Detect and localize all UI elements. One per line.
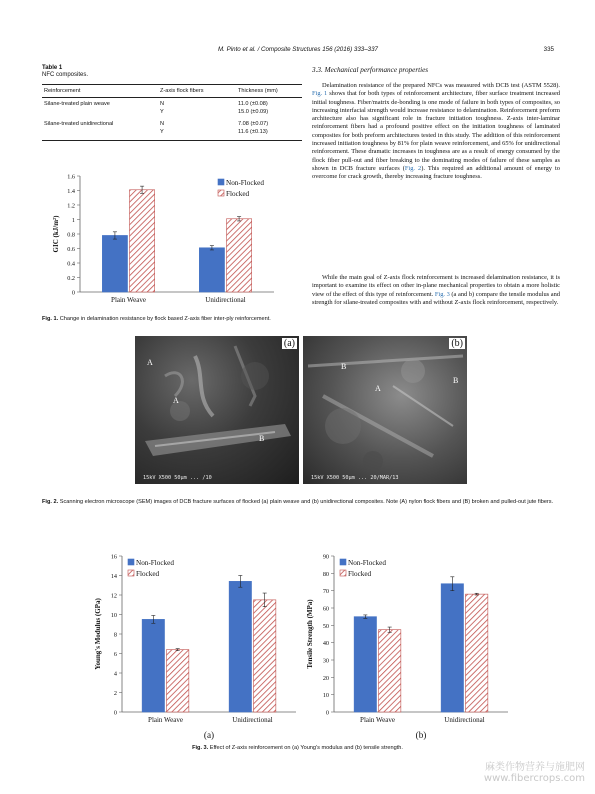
bar-flocked [167, 650, 189, 712]
y-tick-label: 1.4 [67, 188, 75, 195]
watermark-line: www.fibercrops.com [483, 773, 585, 784]
y-tick-label: 80 [322, 570, 329, 578]
bar-non-flocked [102, 235, 127, 292]
fig2-label-a: A [147, 358, 153, 367]
y-axis-label: GIC (kJ/m²) [52, 215, 60, 253]
paragraph-text: Delamination resistance of the prepared NFCs was measured with DCB test (ASTM 5528). [322, 82, 560, 89]
sem-scale-bar: 15kV X500 50μm ... 20/MAR/13 [311, 475, 399, 481]
y-tick-label: 1 [71, 217, 75, 224]
paragraph-1 [312, 82, 560, 182]
x-category-label: Unidirectional [232, 716, 273, 725]
x-category-label: Unidirectional [444, 716, 485, 725]
y-tick-label: 12 [110, 592, 117, 600]
y-tick-label: 70 [322, 588, 329, 596]
paragraph-text: ). This required an additional amount of energy to overcome for crack growth, thereby increasing fracture toughness. [312, 164, 560, 181]
paragraph-2 [312, 274, 560, 307]
panel-label: (a) [203, 730, 215, 740]
table-nfc-composites [42, 84, 302, 146]
paragraph-text: (a and b) compare the tensile modulus and strength for silane-treated composites with and without Z-axis flock reinforcement, respectively. [312, 290, 560, 306]
table-cell: N [160, 121, 165, 127]
x-category-label: Plain Weave [111, 296, 146, 305]
paragraph-text: shows that for both types of reinforcement architecture, fiber surface treatment increased initial toughness. Fiber/matrix de-bonding is one mode of failure in both types of composites, so increasing interfacial strength would increase resistance to delamination. Reinforcement preform architecture also has significant role in fracture initiation toughness. Z-axis inter-laminar reinforcement fibers had a profound positive effect on the initiation toughness of laminated composites for both preform architectures tested in this study. The addition of this reinforcement increased initiation toughness by 81% for plain weave reinforcement, and 65% for unidirectional reinforcement. These dramatic increases in toughness are as a result of energy consumed by the flock fiber pull-out and fiber breaking to the dominating modes of failure of these samples as shown in DCB fracture surfaces ( [312, 90, 560, 172]
table-cell: Silane-treated unidirectional [44, 121, 114, 127]
table-title: Table 1 [42, 65, 63, 71]
table-cell: 7.08 (±0.07) [238, 121, 269, 127]
fig2-label-b: B [259, 434, 265, 443]
fig2-label-b: B [453, 376, 459, 385]
fig2-caption-label: Fig. 2. [42, 499, 59, 505]
y-tick-label: 0 [71, 289, 75, 297]
y-tick-label: 0.4 [67, 260, 75, 268]
bar-non-flocked [354, 617, 376, 712]
fig3a-bar-chart [92, 548, 302, 740]
y-tick-label: 0.8 [67, 231, 75, 239]
watermark [484, 762, 585, 784]
y-tick-label: 16 [110, 553, 117, 561]
fig1-caption-text: Change in delamination resistance by flock based Z-axis fiber inter-ply reinforcement. [59, 316, 271, 322]
table-header: Reinforcement [44, 88, 81, 94]
y-tick-label: 0 [113, 709, 117, 717]
bar-non-flocked [441, 584, 463, 712]
y-tick-label: 0.2 [67, 275, 75, 282]
y-tick-label: 20 [322, 674, 329, 682]
panel-label: (b) [415, 730, 427, 740]
page-number: 335 [543, 46, 554, 53]
table-header: Z-axis flock fibers [160, 88, 204, 94]
fig3-caption-label: Fig. 3. [192, 745, 209, 751]
sem-image-plain-weave [135, 336, 299, 484]
table-cell: Silane-treated plain weave [44, 101, 110, 107]
table-cell: Y [160, 109, 164, 115]
sem-texture [135, 336, 299, 484]
fig2-panel-b-label: (b) [451, 338, 463, 349]
y-tick-label: 30 [322, 657, 329, 665]
y-tick-label: 2 [113, 690, 117, 697]
legend-label: Flocked [348, 570, 372, 578]
table-cell: 11.0 (±0.08) [238, 101, 268, 107]
y-axis-label: Young's Modulus (GPa) [94, 598, 102, 670]
fig2-label-b: B [341, 362, 347, 371]
legend-swatch-flocked [340, 570, 346, 576]
y-tick-label: 4 [113, 670, 117, 678]
fig1-caption-label: Fig. 1. [42, 316, 59, 322]
y-tick-label: 1.2 [67, 202, 75, 210]
watermark-line: 麻类作物营养与施肥网 [485, 762, 585, 773]
bar-flocked [379, 630, 401, 712]
bar-flocked [227, 219, 252, 292]
fig3-caption [0, 745, 595, 752]
section-title: 3.3. Mechanical performance properties [312, 66, 429, 74]
y-tick-label: 60 [322, 605, 329, 613]
table-cell: 11.6 (±0.13) [238, 129, 268, 135]
sem-scale-bar: 15kV X500 50μm ... /10 [143, 475, 212, 481]
y-tick-label: 6 [113, 651, 117, 658]
bar-non-flocked [142, 619, 164, 712]
bar-flocked [466, 594, 488, 712]
legend-swatch-flocked [128, 570, 134, 576]
fig2-caption-text: Scanning electron microscope (SEM) images of DCB fracture surfaces of flocked (a) plain weave and (b) unidirectional composites. Note (A) nylon flock fibers and (B) broken and pulled-out jute fibers. [59, 499, 554, 505]
fig3-caption-text: Effect of Z-axis reinforcement on (a) Young's modulus and (b) tensile strength. [209, 745, 403, 751]
x-category-label: Unidirectional [205, 296, 246, 305]
table-cell: N [160, 101, 165, 107]
legend-swatch-non-flocked [218, 179, 224, 185]
legend-label: Non-Flocked [348, 559, 386, 567]
y-tick-label: 0.6 [67, 246, 75, 253]
x-category-label: Plain Weave [148, 716, 183, 725]
legend-label: Flocked [226, 190, 250, 198]
y-tick-label: 10 [110, 612, 117, 619]
y-tick-label: 90 [322, 553, 329, 561]
fig2-link[interactable]: Fig. 2 [404, 164, 422, 172]
x-category-label: Plain Weave [360, 716, 395, 725]
y-tick-label: 8 [113, 631, 117, 639]
journal-citation: M. Pinto et al. / Composite Structures 156 (2016) 333–337 [218, 46, 378, 53]
legend-swatch-flocked [218, 190, 224, 196]
y-tick-label: 14 [110, 573, 117, 580]
table-cell: Y [160, 129, 164, 135]
fig2-label-a: A [173, 396, 179, 405]
fig1-caption [42, 316, 304, 323]
y-axis-label: Tensile Strength (MPa) [306, 599, 314, 669]
fig2-panel-a-label: (a) [283, 338, 295, 349]
y-tick-label: 50 [322, 622, 329, 630]
bar-flocked [254, 600, 276, 712]
sem-image-unidirectional [303, 336, 467, 484]
fig1-link[interactable]: Fig. 1 [312, 90, 328, 98]
legend-label: Non-Flocked [136, 559, 174, 567]
fig1-bar-chart [50, 168, 290, 316]
table-cell: 15.0 (±0.09) [238, 109, 269, 115]
table-header: Thickness (mm) [238, 88, 278, 94]
y-tick-label: 1.6 [67, 173, 75, 181]
bar-non-flocked [229, 581, 251, 712]
y-tick-label: 40 [322, 640, 329, 648]
legend-swatch-non-flocked [340, 559, 346, 565]
fig2-caption [42, 499, 562, 506]
table-subtitle: NFC composites. [42, 72, 89, 78]
bar-non-flocked [199, 248, 224, 292]
legend-swatch-non-flocked [128, 559, 134, 565]
fig3b-bar-chart [304, 548, 514, 740]
fig3-link[interactable]: Fig. 3 [434, 290, 450, 298]
y-tick-label: 0 [325, 709, 329, 717]
sem-texture [303, 336, 467, 484]
bar-flocked [130, 190, 155, 292]
paragraph-text: While the main goal of Z-axis flock reinforcement is increased delamination resistance, it is important to examine its effect on other in-plane mechanical properties to obtain a more holistic view of the effect of this type of reinforcement. [312, 274, 560, 298]
y-tick-label: 10 [322, 692, 329, 700]
fig2-label-a: A [375, 384, 381, 393]
legend-label: Non-Flocked [226, 179, 264, 187]
legend-label: Flocked [136, 570, 160, 578]
